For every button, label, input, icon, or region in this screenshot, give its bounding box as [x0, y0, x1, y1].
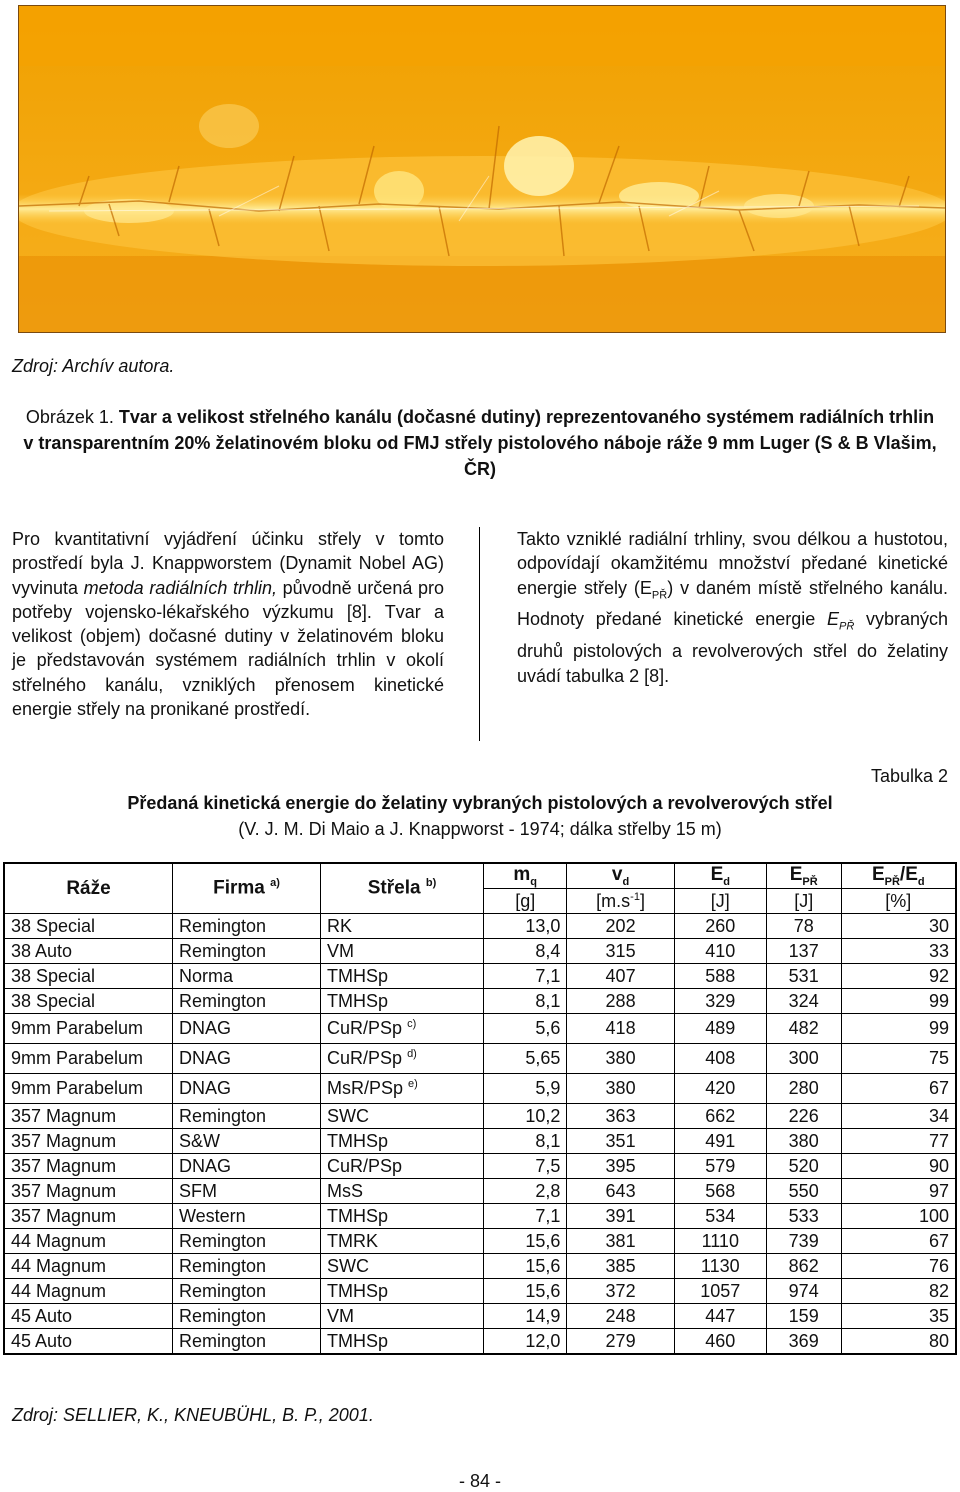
- right-text-start: Takto vzniklé radiální trhliny, svou délkou a hustotou, odpovídají okamžitému množství předané kinetické energie střely (E: [517, 529, 948, 598]
- energy-table: [3, 862, 957, 1355]
- firma-cell: DNAG: [173, 1074, 321, 1104]
- right-text-sub: PŘ: [651, 589, 668, 602]
- table-row: [4, 964, 956, 989]
- firma-cell: Western: [173, 1204, 321, 1229]
- vd-cell: 418: [567, 1014, 674, 1044]
- mq-cell: 10,2: [484, 1104, 567, 1129]
- vd-cell: 380: [567, 1044, 674, 1074]
- vd-cell: 385: [567, 1254, 674, 1279]
- firma-cell: Remington: [173, 939, 321, 964]
- mq-cell: 14,9: [484, 1304, 567, 1329]
- table-row: [4, 1014, 956, 1044]
- raze-cell: 9mm Parabelum: [4, 1074, 173, 1104]
- firma-cell: Remington: [173, 1104, 321, 1129]
- vd-cell: 288: [567, 989, 674, 1014]
- epr-cell: 974: [766, 1279, 841, 1304]
- photo-source: Zdroj: Archív autora.: [12, 356, 175, 376]
- unit-epr: [J]: [766, 889, 841, 914]
- page-number: - 84 -: [458, 1471, 501, 1491]
- raze-cell: 357 Magnum: [4, 1204, 173, 1229]
- mq-cell: 7,1: [484, 1204, 567, 1229]
- epr-cell: 482: [766, 1014, 841, 1044]
- firma-cell: DNAG: [173, 1014, 321, 1044]
- strela-cell: CuR/PSp $^{d)}$: [321, 1044, 484, 1074]
- mq-cell: 2,8: [484, 1179, 567, 1204]
- epr-cell: 300: [766, 1044, 841, 1074]
- mq-cell: 13,0: [484, 914, 567, 939]
- mq-cell: 7,5: [484, 1154, 567, 1179]
- raze-cell: 357 Magnum: [4, 1129, 173, 1154]
- strela-cell: TMHSp: [321, 989, 484, 1014]
- mq-cell: 7,1: [484, 964, 567, 989]
- table-row: [4, 1104, 956, 1129]
- epr-cell: 137: [766, 939, 841, 964]
- mq-cell: 8,1: [484, 989, 567, 1014]
- mq-cell: 15,6: [484, 1229, 567, 1254]
- unit-vd: $[m.s^{-1}]$: [567, 889, 674, 914]
- ed-cell: 579: [674, 1154, 766, 1179]
- ratio-cell: 99: [841, 1014, 956, 1044]
- strela-cell: MsS: [321, 1179, 484, 1204]
- strela-cell: TMHSp: [321, 1329, 484, 1355]
- left-text-end: původně určená pro potřeby vojensko-lékařského výzkumu [8]. Tvar a velikost (objem) dočasné dutiny v želatinovém bloku je představován systémem radiálních trhlin v okolí střelného kanálu, vzniklých přenosem kinetické energie střely na pronikané prostředí.: [12, 577, 444, 720]
- header-mq: $m_q$: [484, 863, 567, 889]
- vd-cell: 380: [567, 1074, 674, 1104]
- vd-cell: 202: [567, 914, 674, 939]
- mq-cell: 5,65: [484, 1044, 567, 1074]
- table-row: [4, 1044, 956, 1074]
- left-text-emphasis: metoda radiálních trhlin,: [83, 577, 277, 598]
- ratio-cell: 90: [841, 1154, 956, 1179]
- table-row: [4, 914, 956, 939]
- ratio-cell: 34: [841, 1104, 956, 1129]
- firma-cell: Remington: [173, 1329, 321, 1355]
- table-row: [4, 1154, 956, 1179]
- ratio-cell: 80: [841, 1329, 956, 1355]
- epr-cell: 550: [766, 1179, 841, 1204]
- vd-cell: 315: [567, 939, 674, 964]
- strela-cell: VM: [321, 1304, 484, 1329]
- header-ratio: $E_{PŘ}/E_d$: [841, 863, 956, 889]
- raze-cell: 357 Magnum: [4, 1179, 173, 1204]
- vd-cell: 351: [567, 1129, 674, 1154]
- table-row: [4, 1129, 956, 1154]
- raze-cell: 357 Magnum: [4, 1154, 173, 1179]
- table-body: [4, 914, 956, 1355]
- strela-cell: SWC: [321, 1254, 484, 1279]
- mq-cell: 5,6: [484, 1014, 567, 1044]
- ed-cell: 1130: [674, 1254, 766, 1279]
- right-text-emphasis-sub: PŘ: [838, 621, 855, 634]
- table-row: [4, 1254, 956, 1279]
- ratio-cell: 30: [841, 914, 956, 939]
- vd-cell: 395: [567, 1154, 674, 1179]
- header-epr: $E_{PŘ}$: [766, 863, 841, 889]
- unit-ed: [J]: [674, 889, 766, 914]
- table-row: [4, 1179, 956, 1204]
- ratio-cell: 92: [841, 964, 956, 989]
- ed-cell: 588: [674, 964, 766, 989]
- table-row: [4, 1074, 956, 1104]
- epr-cell: 862: [766, 1254, 841, 1279]
- left-text-start: Pro kvantitativní vyjádření účinku střely v tomto prostředí byla J. Knappworstem (Dynamit Nobel AG) vyvinuta: [12, 529, 444, 598]
- unit-ratio: [%]: [841, 889, 956, 914]
- table-row: [4, 939, 956, 964]
- ed-cell: 410: [674, 939, 766, 964]
- header-ed: $E_d$: [674, 863, 766, 889]
- epr-cell: 369: [766, 1329, 841, 1355]
- table-row: [4, 1204, 956, 1229]
- ed-cell: 534: [674, 1204, 766, 1229]
- strela-cell: TMHSp: [321, 1129, 484, 1154]
- ratio-cell: 100: [841, 1204, 956, 1229]
- strela-cell: TMHSp: [321, 1204, 484, 1229]
- right-column-text: [517, 527, 948, 688]
- mq-cell: 15,6: [484, 1254, 567, 1279]
- ratio-cell: 67: [841, 1229, 956, 1254]
- table-title-block: [0, 790, 960, 842]
- firma-cell: DNAG: [173, 1154, 321, 1179]
- raze-cell: 9mm Parabelum: [4, 1014, 173, 1044]
- raze-cell: 45 Auto: [4, 1329, 173, 1355]
- ratio-cell: 97: [841, 1179, 956, 1204]
- ed-cell: 491: [674, 1129, 766, 1154]
- header-strela: Střela $^{b)}$: [321, 863, 484, 914]
- mq-cell: 12,0: [484, 1329, 567, 1355]
- epr-cell: 226: [766, 1104, 841, 1129]
- ed-cell: 408: [674, 1044, 766, 1074]
- ed-cell: 260: [674, 914, 766, 939]
- firma-cell: Remington: [173, 1304, 321, 1329]
- mq-cell: 8,4: [484, 939, 567, 964]
- raze-cell: 357 Magnum: [4, 1104, 173, 1129]
- table-row: [4, 1329, 956, 1355]
- figure-caption: [20, 404, 940, 482]
- firma-cell: Remington: [173, 1279, 321, 1304]
- ratio-cell: 75: [841, 1044, 956, 1074]
- table-source: Zdroj: SELLIER, K., KNEUBÜHL, B. P., 2001.: [12, 1405, 374, 1425]
- epr-cell: 324: [766, 989, 841, 1014]
- raze-cell: 38 Auto: [4, 939, 173, 964]
- epr-cell: 520: [766, 1154, 841, 1179]
- header-firma: Firma $^{a)}$: [173, 863, 321, 914]
- strela-cell: TMHSp: [321, 964, 484, 989]
- ratio-cell: 33: [841, 939, 956, 964]
- strela-cell: TMHSp: [321, 1279, 484, 1304]
- right-text-emphasis: E: [826, 609, 839, 630]
- ratio-cell: 67: [841, 1074, 956, 1104]
- vd-cell: 363: [567, 1104, 674, 1129]
- gelatin-block-photo: [18, 5, 946, 333]
- ratio-cell: 77: [841, 1129, 956, 1154]
- figure-caption-text: Tvar a velikost střelného kanálu (dočasné dutiny) reprezentovaného systémem radiálních trhlin v transparentním 20% želatinovém bloku od FMJ střely pistolového náboje ráže 9 mm Luger (S & B Vlašim, ČR): [23, 407, 937, 479]
- strela-cell: VM: [321, 939, 484, 964]
- table-row: [4, 1279, 956, 1304]
- table-row: [4, 989, 956, 1014]
- firma-cell: Remington: [173, 1254, 321, 1279]
- mq-cell: 15,6: [484, 1279, 567, 1304]
- figure-label: Obrázek 1.: [25, 407, 114, 427]
- epr-cell: 531: [766, 964, 841, 989]
- raze-cell: 44 Magnum: [4, 1279, 173, 1304]
- epr-cell: 280: [766, 1074, 841, 1104]
- table-row: [4, 1304, 956, 1329]
- firma-cell: Remington: [173, 914, 321, 939]
- strela-cell: CuR/PSp $^{c)}$: [321, 1014, 484, 1044]
- vd-cell: 643: [567, 1179, 674, 1204]
- vd-cell: 407: [567, 964, 674, 989]
- ratio-cell: 35: [841, 1304, 956, 1329]
- firma-cell: Remington: [173, 1229, 321, 1254]
- raze-cell: 38 Special: [4, 914, 173, 939]
- firma-cell: Remington: [173, 989, 321, 1014]
- strela-cell: MsR/PSp $^{e)}$: [321, 1074, 484, 1104]
- table-subtitle: (V. J. M. Di Maio a J. Knappworst - 1974; dálka střelby 15 m): [238, 819, 722, 839]
- raze-cell: 44 Magnum: [4, 1254, 173, 1279]
- table-row: [4, 1229, 956, 1254]
- epr-cell: 739: [766, 1229, 841, 1254]
- header-vd: $v_d$: [567, 863, 674, 889]
- raze-cell: 38 Special: [4, 989, 173, 1014]
- strela-cell: SWC: [321, 1104, 484, 1129]
- ed-cell: 662: [674, 1104, 766, 1129]
- raze-cell: 44 Magnum: [4, 1229, 173, 1254]
- right-text-end: vybraných druhů pistolových a revolverových střel do želatiny uvádí tabulka 2 [8].: [517, 609, 948, 686]
- mq-cell: 5,9: [484, 1074, 567, 1104]
- firma-cell: SFM: [173, 1179, 321, 1204]
- ed-cell: 329: [674, 989, 766, 1014]
- left-column-text: [12, 527, 444, 721]
- epr-cell: 159: [766, 1304, 841, 1329]
- table-title: Předaná kinetická energie do želatiny vybraných pistolových a revolverových střel: [127, 793, 833, 813]
- vd-cell: 279: [567, 1329, 674, 1355]
- vd-cell: 248: [567, 1304, 674, 1329]
- firma-cell: Norma: [173, 964, 321, 989]
- vd-cell: 372: [567, 1279, 674, 1304]
- ratio-cell: 76: [841, 1254, 956, 1279]
- raze-cell: 45 Auto: [4, 1304, 173, 1329]
- ratio-cell: 82: [841, 1279, 956, 1304]
- ratio-cell: 99: [841, 989, 956, 1014]
- header-raze: Ráže: [4, 863, 173, 914]
- vd-cell: 381: [567, 1229, 674, 1254]
- right-text-mid: ) v daném místě střelného kanálu. Hodnoty předané kinetické energie: [517, 577, 948, 630]
- column-divider: [479, 527, 480, 741]
- ed-cell: 420: [674, 1074, 766, 1104]
- ed-cell: 489: [674, 1014, 766, 1044]
- strela-cell: RK: [321, 914, 484, 939]
- ed-cell: 1057: [674, 1279, 766, 1304]
- ed-cell: 447: [674, 1304, 766, 1329]
- ed-cell: 460: [674, 1329, 766, 1355]
- firma-cell: DNAG: [173, 1044, 321, 1074]
- epr-cell: 380: [766, 1129, 841, 1154]
- ed-cell: 568: [674, 1179, 766, 1204]
- strela-cell: CuR/PSp: [321, 1154, 484, 1179]
- firma-cell: S&W: [173, 1129, 321, 1154]
- table-label: Tabulka 2: [870, 766, 948, 786]
- epr-cell: 533: [766, 1204, 841, 1229]
- epr-cell: 78: [766, 914, 841, 939]
- strela-cell: TMRK: [321, 1229, 484, 1254]
- raze-cell: 38 Special: [4, 964, 173, 989]
- mq-cell: 8,1: [484, 1129, 567, 1154]
- ed-cell: 1110: [674, 1229, 766, 1254]
- vd-cell: 391: [567, 1204, 674, 1229]
- unit-mq: [g]: [484, 889, 567, 914]
- raze-cell: 9mm Parabelum: [4, 1044, 173, 1074]
